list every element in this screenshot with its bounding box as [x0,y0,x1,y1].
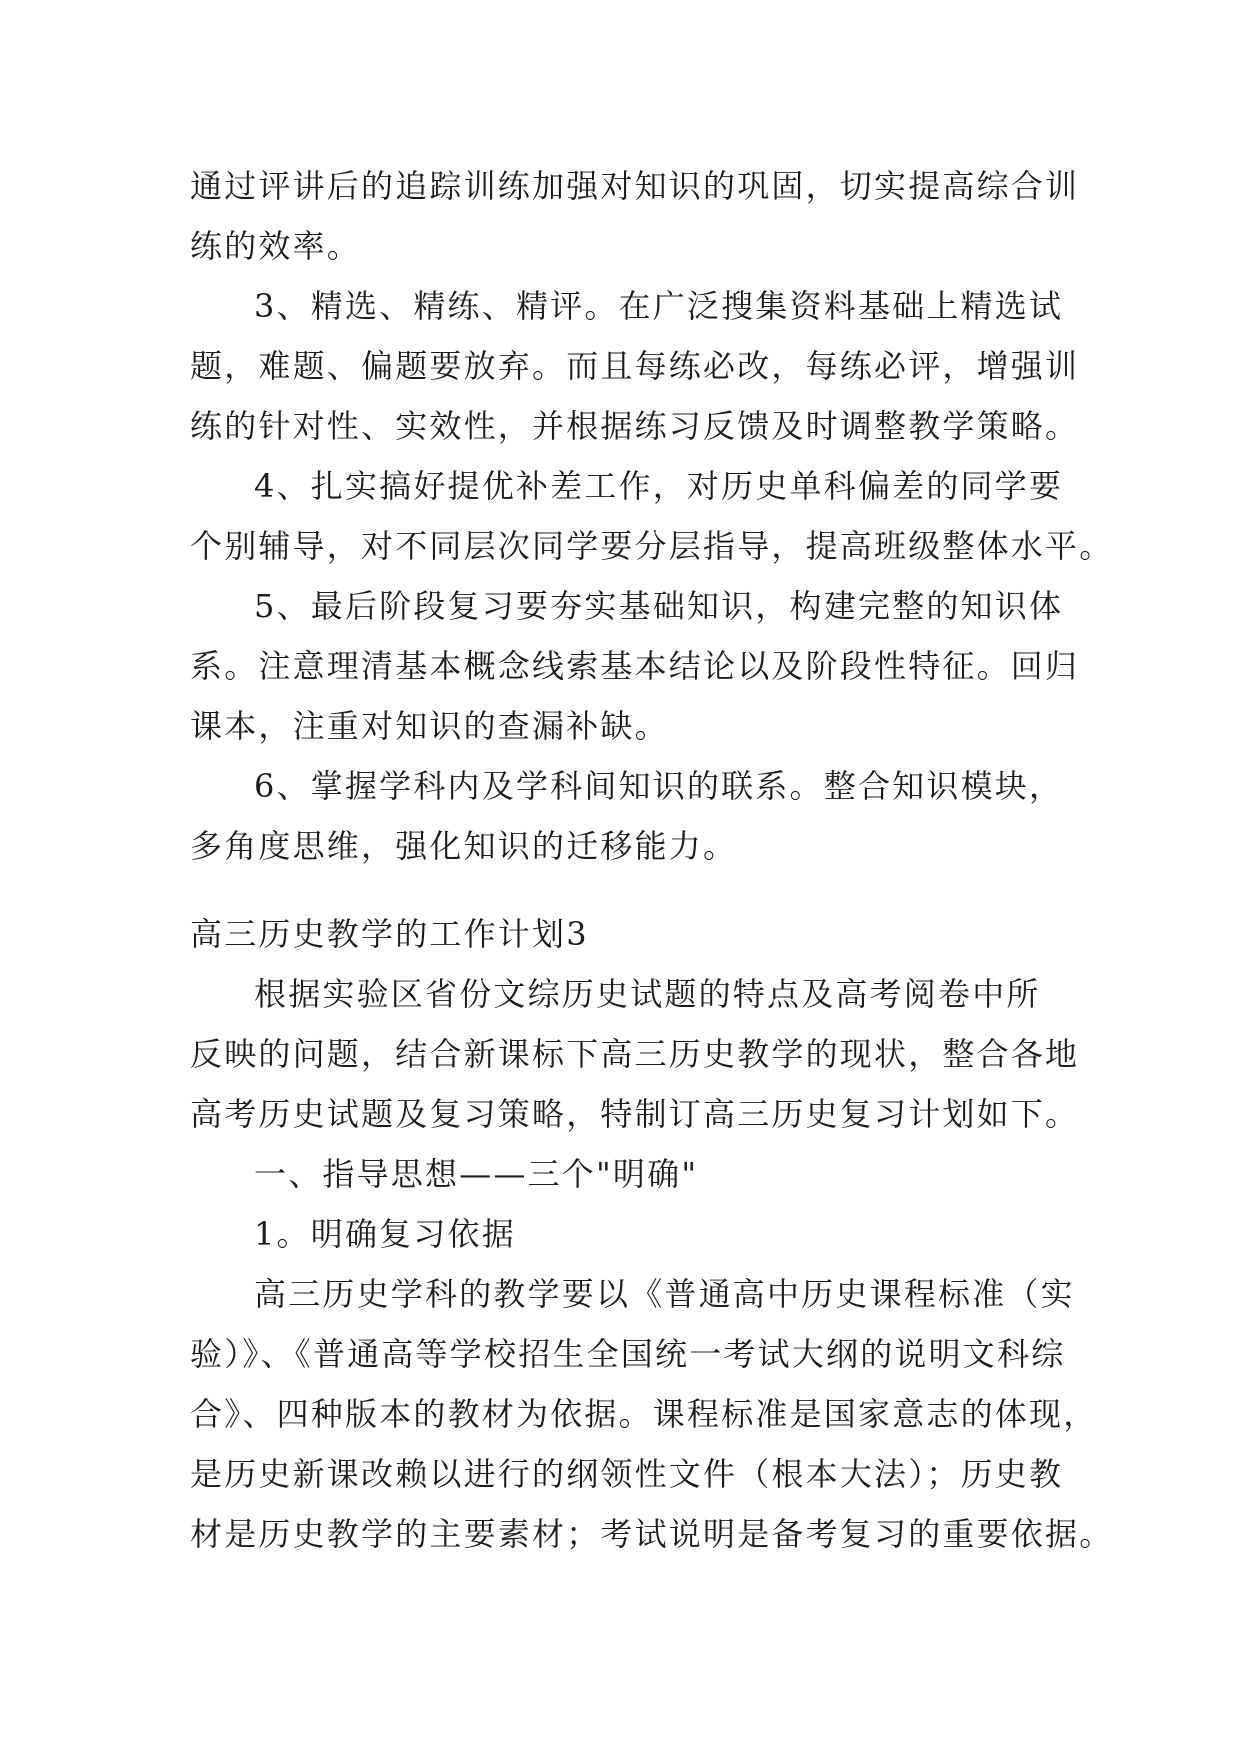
text-line: 练的效率。 [190,227,362,265]
text-line: 合》、四种版本的教材为依据。课程标准是国家意志的体现， [190,1395,1098,1433]
text-line: 反映的问题，结合新课标下高三历史教学的现状，整合各地 [190,1035,1080,1073]
text-line: 6、掌握学科内及学科间知识的联系。整合知识模块， [254,767,1064,805]
text-block-continued [190,156,1114,876]
text-line: 多角度思维，强化知识的迁移能力。 [190,827,738,865]
text-line: 5、最后阶段复习要夯实基础知识，构建完整的知识体 [254,587,1064,625]
text-line: 练的针对性、实效性，并根据练习反馈及时调整教学策略。 [190,407,1080,445]
section-title: 高三历史教学的工作计划3 [190,915,589,953]
text-line: 验）》、《普通高等学校招生全国统一考试大纲的说明文科综 [190,1335,1066,1373]
subheading-review-basis: 1。明确复习依据 [254,1215,516,1253]
text-line: 题，难题、偏题要放弃。而且每练必改，每练必评，增强训 [190,347,1080,385]
text-line: 个别辅导，对不同层次同学要分层指导，提高班级整体水平。 [190,527,1114,565]
text-line: 材是历史教学的主要素材；考试说明是备考复习的重要依据。 [190,1515,1114,1553]
text-line: 课本，注重对知识的查漏补缺。 [190,707,669,745]
text-line: 根据实验区省份文综历史试题的特点及高考阅卷中所 [254,975,1041,1013]
text-line: 4、扎实搞好提优补差工作，对历史单科偏差的同学要 [254,467,1064,505]
subheading-guiding-ideas: 一、指导思想——三个"明确" [254,1155,699,1193]
text-line: 高三历史学科的教学要以《普通高中历史课程标准（实 [254,1275,1075,1313]
text-block-section-3 [190,904,1114,1564]
text-line: 通过评讲后的追踪训练加强对知识的巩固，切实提高综合训 [190,167,1080,205]
text-line: 系。注意理清基本概念线索基本结论以及阶段性特征。回归 [190,647,1080,685]
text-line: 高考历史试题及复习策略，特制订高三历史复习计划如下。 [190,1095,1080,1133]
text-line: 3、精选、精练、精评。在广泛搜集资料基础上精选试 [254,287,1064,325]
text-line: 是历史新课改赖以进行的纲领性文件（根本大法）；历史教 [190,1455,1064,1493]
